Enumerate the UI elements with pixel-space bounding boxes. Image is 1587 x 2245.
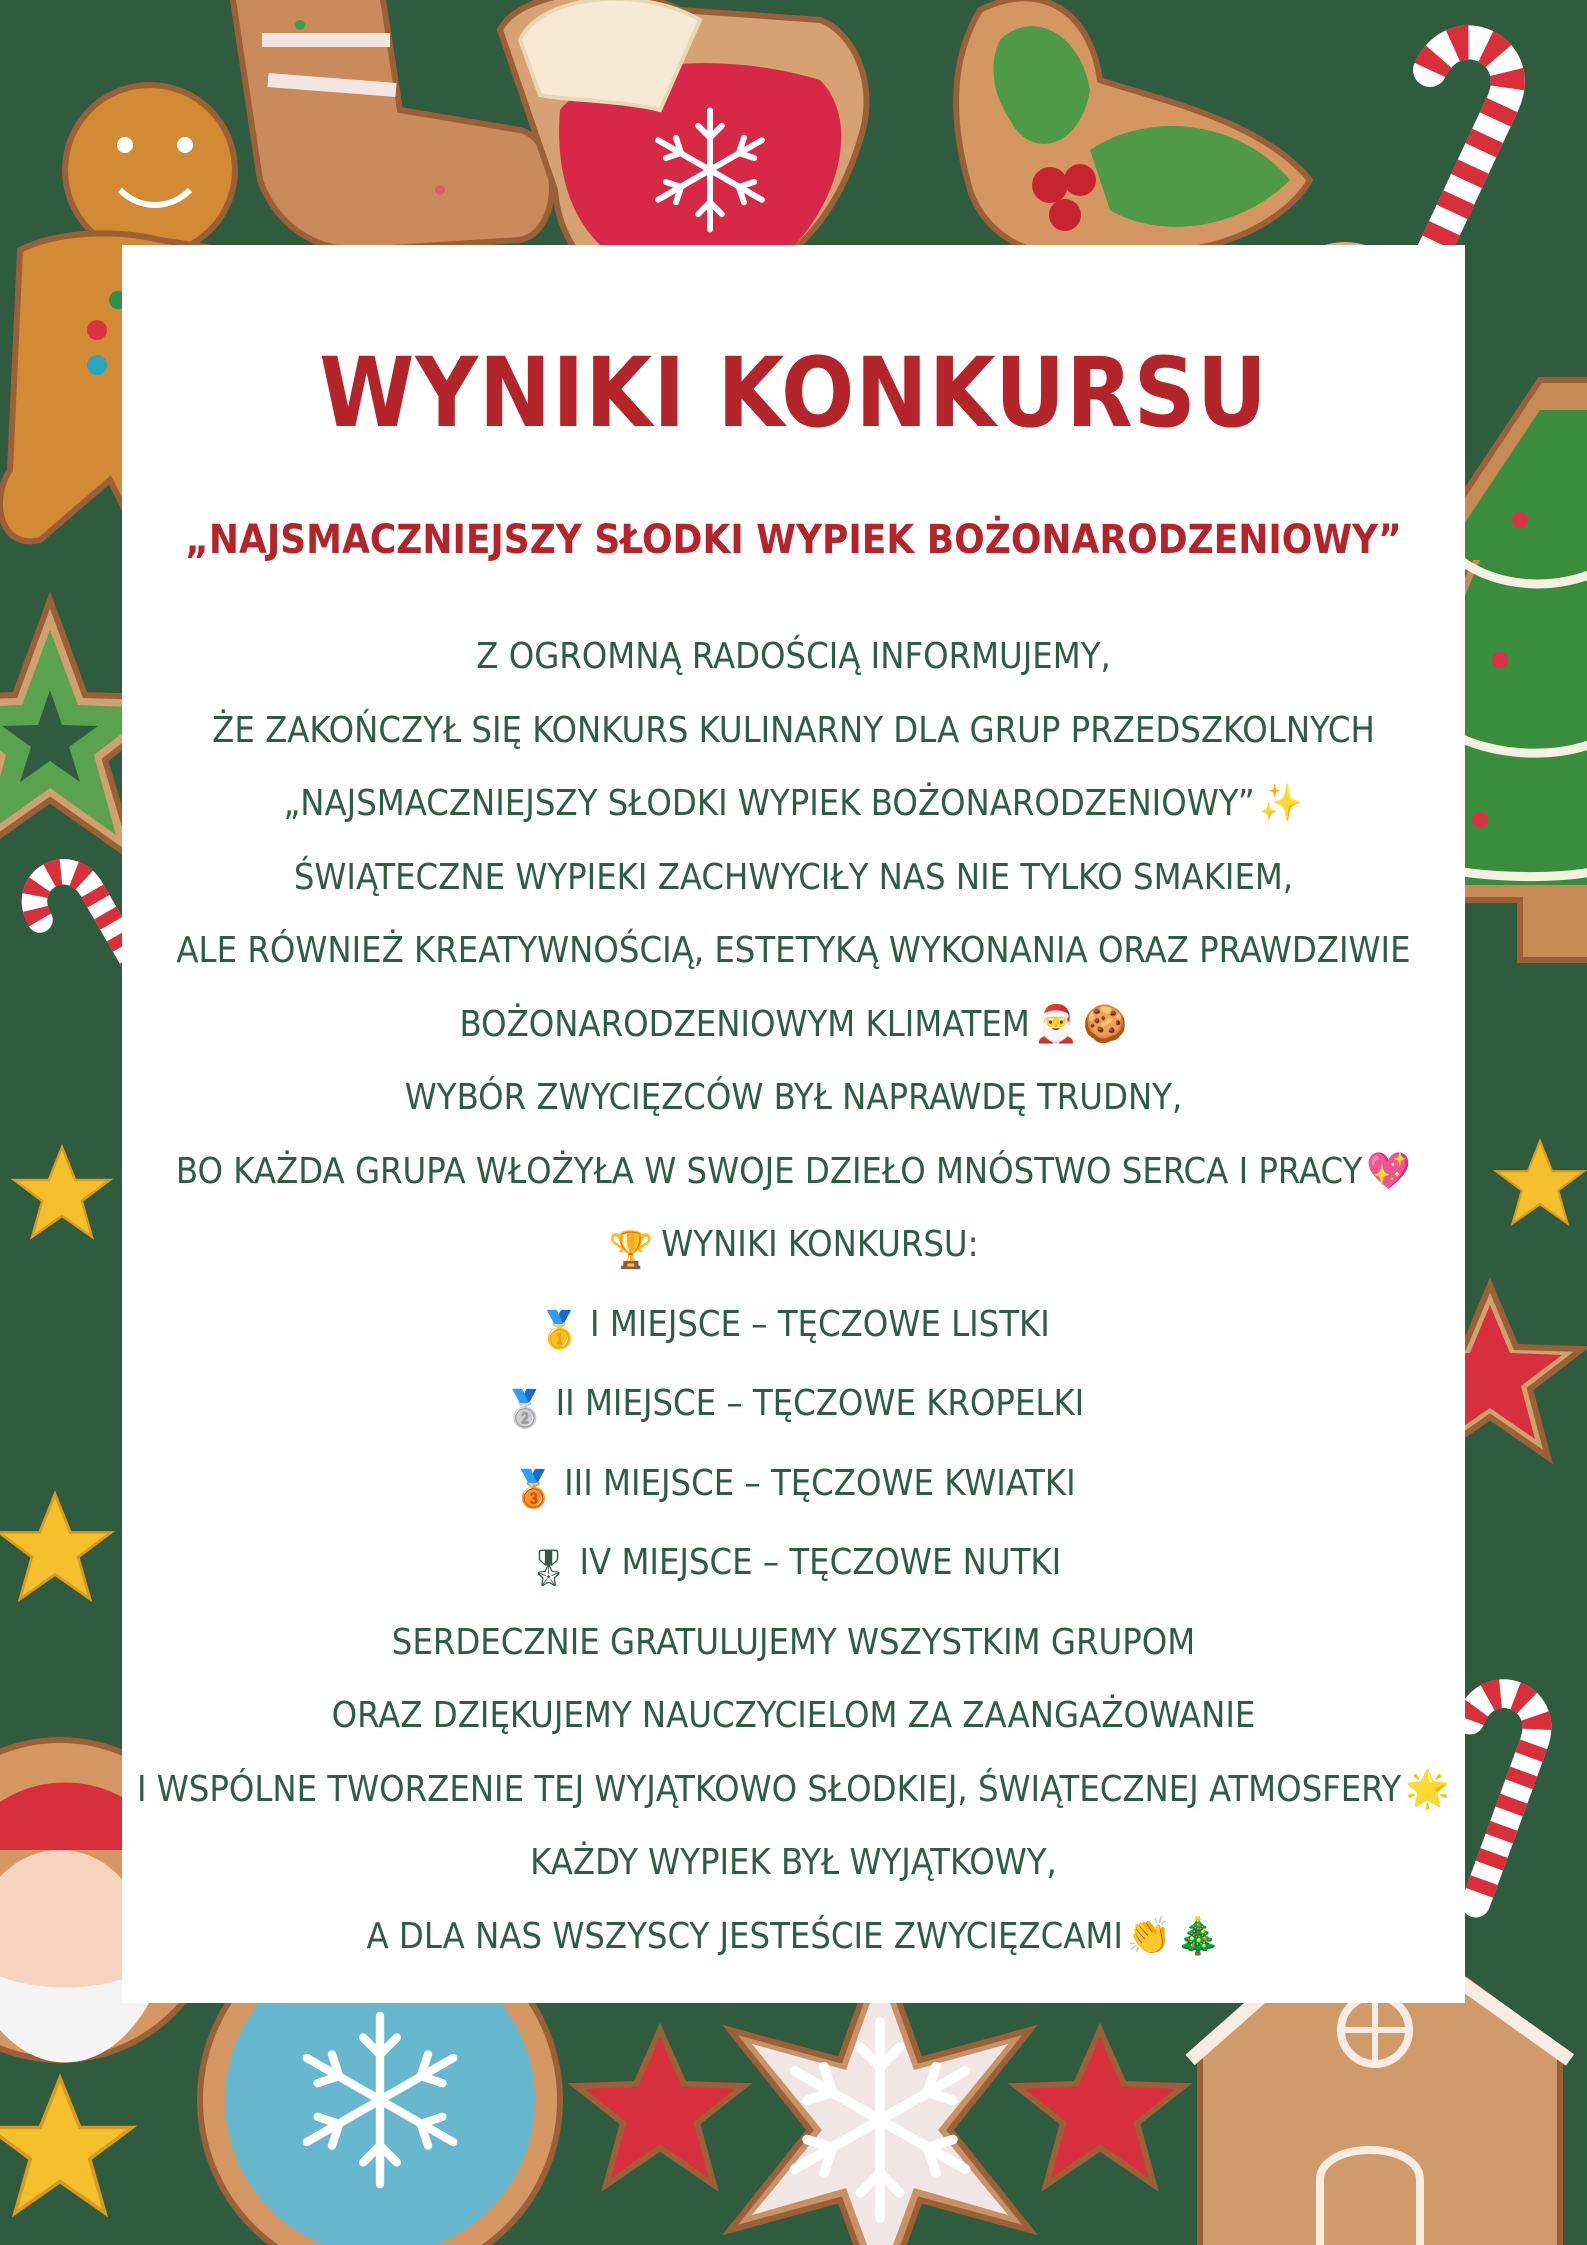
santa-icon: 🎅 bbox=[1033, 1003, 1079, 1045]
intro-line: „NAJSMACZNIEJSZY SŁODKI WYPIEK BOŻONARODZENIOWY” ✨ bbox=[122, 767, 1465, 841]
intro-line: BO KAŻDA GRUPA WŁOŻYŁA W SWOJE DZIEŁO MNÓSTWO SERCA I PRACY 💖 bbox=[122, 1135, 1465, 1209]
clapping-hands-icon: 👏 bbox=[1126, 1915, 1172, 1957]
sparkles-icon: ✨ bbox=[1258, 783, 1304, 824]
result-item: 🥇 I MIEJSCE – TĘCZOWE LISTKI bbox=[122, 1288, 1465, 1368]
glowing-star-icon: 🌟 bbox=[1405, 1768, 1451, 1810]
page-title: WYNIKI KONKURSU bbox=[319, 337, 1268, 449]
holly-cookie-decoration bbox=[956, 0, 1310, 257]
christmas-tree-icon: 🎄 bbox=[1175, 1915, 1221, 1957]
closing-line: I WSPÓLNE TWORZENIE TEJ WYJĄTKOWO SŁODKIEJ, ŚWIĄTECZNEJ ATMOSFERY 🌟 bbox=[122, 1753, 1465, 1827]
gold-medal-icon: 🥇 bbox=[537, 1309, 583, 1351]
intro-line: ALE RÓWNIEŻ KREATYWNOŚCIĄ, ESTETYKĄ WYKONANIA ORAZ PRAWDZIWIE bbox=[176, 930, 1411, 971]
announcement-text bbox=[122, 620, 1465, 1973]
intro-line: ŚWIĄTECZNE WYPIEKI ZACHWYCIŁY NAS NIE TYLKO SMAKIEM, bbox=[293, 856, 1294, 898]
trophy-icon: 🏆 bbox=[608, 1230, 654, 1271]
cookie-icon: 🍪 bbox=[1082, 1003, 1128, 1045]
closing-line: KAŻDY WYPIEK BYŁ WYJĄTKOWY, bbox=[530, 1842, 1057, 1883]
result-item: 🎖 IV MIEJSCE – TĘCZOWE NUTKI bbox=[122, 1526, 1465, 1606]
military-medal-icon: 🎖 bbox=[525, 1548, 572, 1589]
heart-icon: 💖 bbox=[1366, 1150, 1412, 1192]
result-item: 🥈 II MIEJSCE – TĘCZOWE KROPELKI bbox=[122, 1367, 1465, 1447]
contest-subtitle: „NAJSMACZNIEJSZY SŁODKI WYPIEK BOŻONARODZENIOWY” bbox=[185, 517, 1402, 563]
bronze-medal-icon: 🥉 bbox=[511, 1468, 557, 1510]
intro-line: ŻE ZAKOŃCZYŁ SIĘ KONKURS KULINARNY DLA GRUP PRZEDSZKOLNYCH bbox=[212, 709, 1375, 751]
intro-line: Z OGROMNĄ RADOŚCIĄ INFORMUJEMY, bbox=[476, 636, 1111, 677]
result-item: 🥉 III MIEJSCE – TĘCZOWE KWIATKI bbox=[122, 1447, 1465, 1527]
results-heading: 🏆 WYNIKI KONKURSU: bbox=[122, 1208, 1465, 1288]
closing-line: A DLA NAS WSZYSCY JESTEŚCIE ZWYCIĘZCAMI 👏 🎄 bbox=[122, 1900, 1465, 1974]
intro-line: WYBÓR ZWYCIĘZCÓW BYŁ NAPRAWDĘ TRUDNY, bbox=[404, 1077, 1183, 1118]
closing-line: SERDECZNIE GRATULUJEMY WSZYSTKIM GRUPOM bbox=[391, 1621, 1196, 1663]
closing-line: ORAZ DZIĘKUJEMY NAUCZYCIELOM ZA ZAANGAŻOWANIE bbox=[331, 1695, 1256, 1736]
intro-line: BOŻONARODZENIOWYM KLIMATEM 🎅 🍪 bbox=[122, 988, 1465, 1062]
silver-medal-icon: 🥈 bbox=[502, 1389, 548, 1430]
